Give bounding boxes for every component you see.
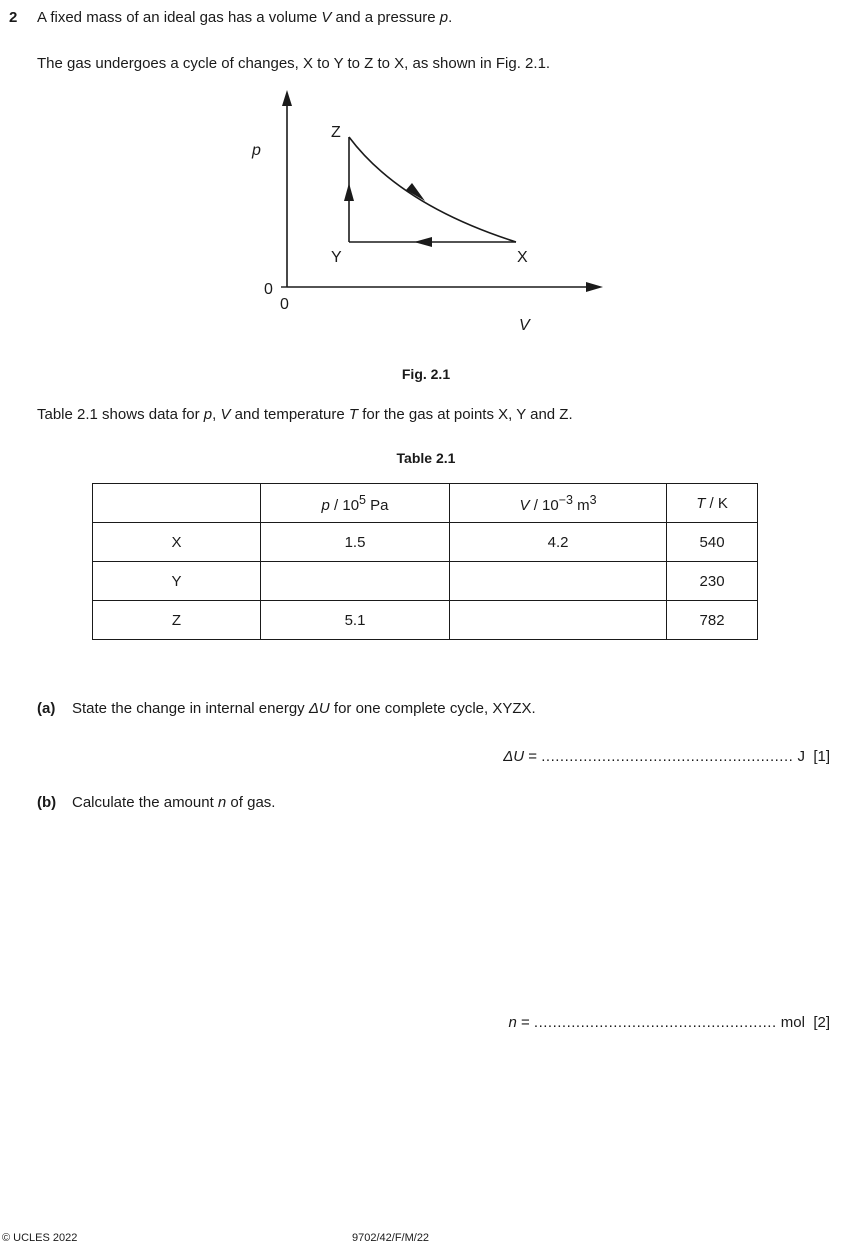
- origin-y-label: 0: [264, 281, 273, 298]
- table-header-row: [93, 484, 758, 523]
- row-label: Z: [93, 601, 261, 640]
- y-axis-arrow: [282, 90, 292, 106]
- cell-p[interactable]: [261, 562, 450, 601]
- y-axis-label: p: [252, 142, 261, 159]
- x-axis-arrow: [586, 282, 603, 292]
- cell-t: 540: [667, 523, 758, 562]
- question-stem: A fixed mass of an ideal gas has a volume V and a pressure p.: [37, 9, 453, 26]
- cell-v: 4.2: [450, 523, 667, 562]
- point-z-label: Z: [331, 124, 341, 141]
- question-number: 2: [9, 9, 18, 26]
- origin-x-label: 0: [280, 296, 289, 313]
- point-x-label: X: [517, 249, 528, 266]
- header-volume: V / $10^{-3}$ $m^3$: [450, 484, 667, 523]
- pv-diagram: [0, 0, 852, 360]
- cell-p: 5.1: [261, 601, 450, 640]
- part-b-answer-line[interactable]: n = .................................................... mol [2]: [508, 1014, 830, 1031]
- x-axis-label: V: [519, 317, 530, 334]
- table-intro: Table 2.1 shows data for p, V and temperature T for the gas at points X, Y and Z.: [37, 406, 573, 423]
- cell-t: 782: [667, 601, 758, 640]
- table-row: [93, 601, 758, 640]
- footer-copyright: © UCLES 2022: [2, 1232, 78, 1244]
- cell-t: 230: [667, 562, 758, 601]
- cell-v[interactable]: [450, 601, 667, 640]
- arrow-y-to-z: [344, 183, 354, 201]
- part-b-label: (b): [37, 794, 57, 811]
- part-a-marks: [1]: [813, 748, 830, 765]
- data-table: [92, 483, 758, 640]
- point-y-label: Y: [331, 249, 342, 266]
- part-a-question: State the change in internal energy ΔU for one complete cycle, XYZX.: [72, 700, 536, 717]
- path-z-to-x: [349, 137, 516, 242]
- header-empty: [93, 484, 261, 523]
- figure-caption: Fig. 2.1: [401, 366, 451, 382]
- header-temperature: T / K: [667, 484, 758, 523]
- part-b-marks: [2]: [813, 1014, 830, 1031]
- row-label: Y: [93, 562, 261, 601]
- table-row: [93, 523, 758, 562]
- row-label: X: [93, 523, 261, 562]
- question-cycle-text: The gas undergoes a cycle of changes, X to Y to Z to X, as shown in Fig. 2.1.: [37, 55, 551, 72]
- footer-paper-code: 9702/42/F/M/22: [352, 1232, 430, 1244]
- arrow-x-to-y: [414, 237, 432, 247]
- part-a-label: (a): [37, 700, 56, 717]
- cell-p: 1.5: [261, 523, 450, 562]
- header-pressure: p / $10^5$ Pa: [261, 484, 450, 523]
- part-a-answer-line[interactable]: ΔU = ...................................................... J [1]: [503, 748, 830, 765]
- table-caption: Table 2.1: [396, 450, 456, 466]
- table-row: [93, 562, 758, 601]
- cell-v[interactable]: [450, 562, 667, 601]
- part-b-question: Calculate the amount n of gas.: [72, 794, 276, 811]
